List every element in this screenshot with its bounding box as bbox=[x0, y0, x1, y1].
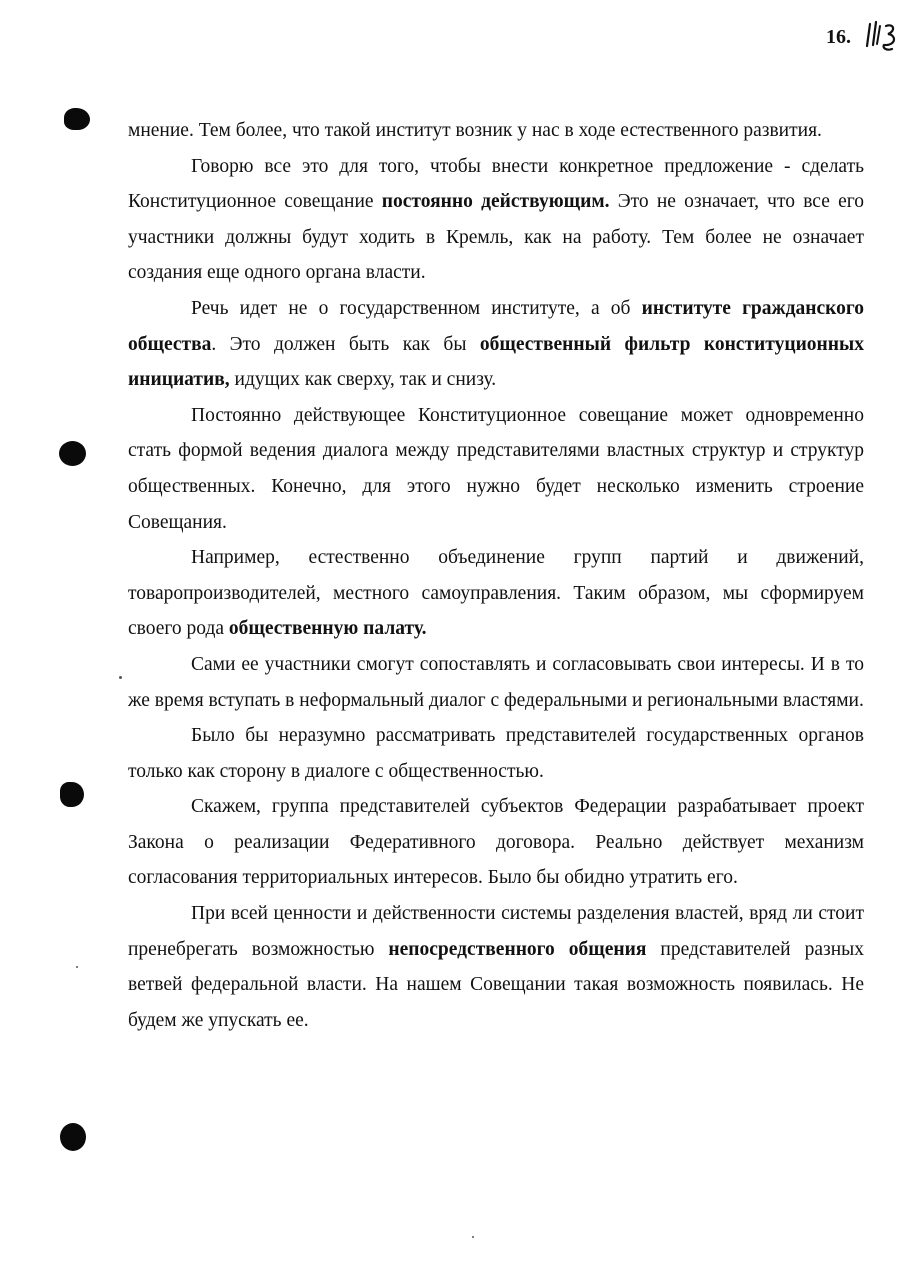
scan-speck bbox=[76, 966, 78, 968]
text-run: Постоянно действующее Конституционное совещание может одновременно стать формой ведения диалога между представителями властных структур и структур общественных. Конечно, для этого нужно будет несколько изменить строение Совещания. bbox=[128, 404, 864, 533]
paragraph bbox=[128, 149, 864, 291]
paragraph bbox=[128, 291, 864, 398]
bold-text: непосредственного общения bbox=[388, 938, 647, 960]
scan-speck bbox=[472, 1236, 474, 1238]
text-run: . Это должен быть как бы bbox=[211, 333, 480, 355]
paragraph bbox=[128, 896, 864, 1038]
text-run: Сами ее участники смогут сопоставлять и согласовывать свои интересы. И в то же время вступать в неформальный диалог с федеральными и региональными властями. bbox=[128, 653, 864, 711]
text-run: мнение. Тем более, что такой институт возник у нас в ходе естественного развития. bbox=[128, 120, 822, 141]
paragraph bbox=[128, 113, 864, 149]
binder-hole-mark bbox=[64, 108, 90, 130]
bold-text: постоянно действующим. bbox=[381, 191, 610, 213]
text-run: Речь идет не о государственном институте, а об bbox=[191, 297, 642, 319]
text-run: представителей разных ветвей федеральной власти. На нашем Совещании такая возможность появилась. Не будем же упускать ее. bbox=[128, 938, 864, 1031]
paragraph bbox=[128, 398, 864, 540]
bold-text: общественную палату. bbox=[228, 618, 427, 640]
text-run: Было бы неразумно рассматривать представителей государственных органов только как сторону в диалоге с общественностью. bbox=[128, 725, 864, 782]
binder-hole-mark bbox=[59, 441, 86, 466]
text-run: При всей ценности и действенности системы разделения властей, вряд ли стоит пренебрегать возможностью bbox=[128, 903, 864, 960]
page-number: 16. bbox=[826, 26, 851, 48]
text-run: идущих как сверху, так и снизу. bbox=[229, 369, 497, 391]
document-body bbox=[128, 113, 864, 1038]
handwritten-page-mark bbox=[862, 14, 900, 54]
text-run: Скажем, группа представителей субъектов Федерации разрабатывает проект Закона о реализации Федеративного договора. Реально действует механизм согласования территориальных интересов. Было бы обидно утратить его. bbox=[128, 796, 864, 889]
binder-hole-mark bbox=[60, 1123, 86, 1151]
text-run: Говорю все это для того, чтобы внести конкретное предложение - сделать Конституционное совещание bbox=[128, 155, 864, 213]
bold-text: общественный фильтр конституционных инициатив, bbox=[128, 333, 865, 391]
paragraph bbox=[128, 718, 864, 789]
paragraph bbox=[128, 540, 864, 647]
paragraph bbox=[128, 647, 864, 718]
text-run: Например, естественно объединение групп партий и движений, товаропроизводителей, местного самоуправления. Таким образом, мы сформируем своего рода bbox=[128, 547, 864, 640]
bold-text: институте гражданского общества bbox=[128, 297, 865, 355]
text-run: Это не означает, что все его участники должны будут ходить в Кремль, как на работу. Тем более не означает создания еще одного органа власти. bbox=[128, 191, 864, 284]
paragraph bbox=[128, 789, 864, 896]
scan-speck bbox=[119, 676, 122, 679]
binder-hole-mark bbox=[60, 782, 84, 807]
